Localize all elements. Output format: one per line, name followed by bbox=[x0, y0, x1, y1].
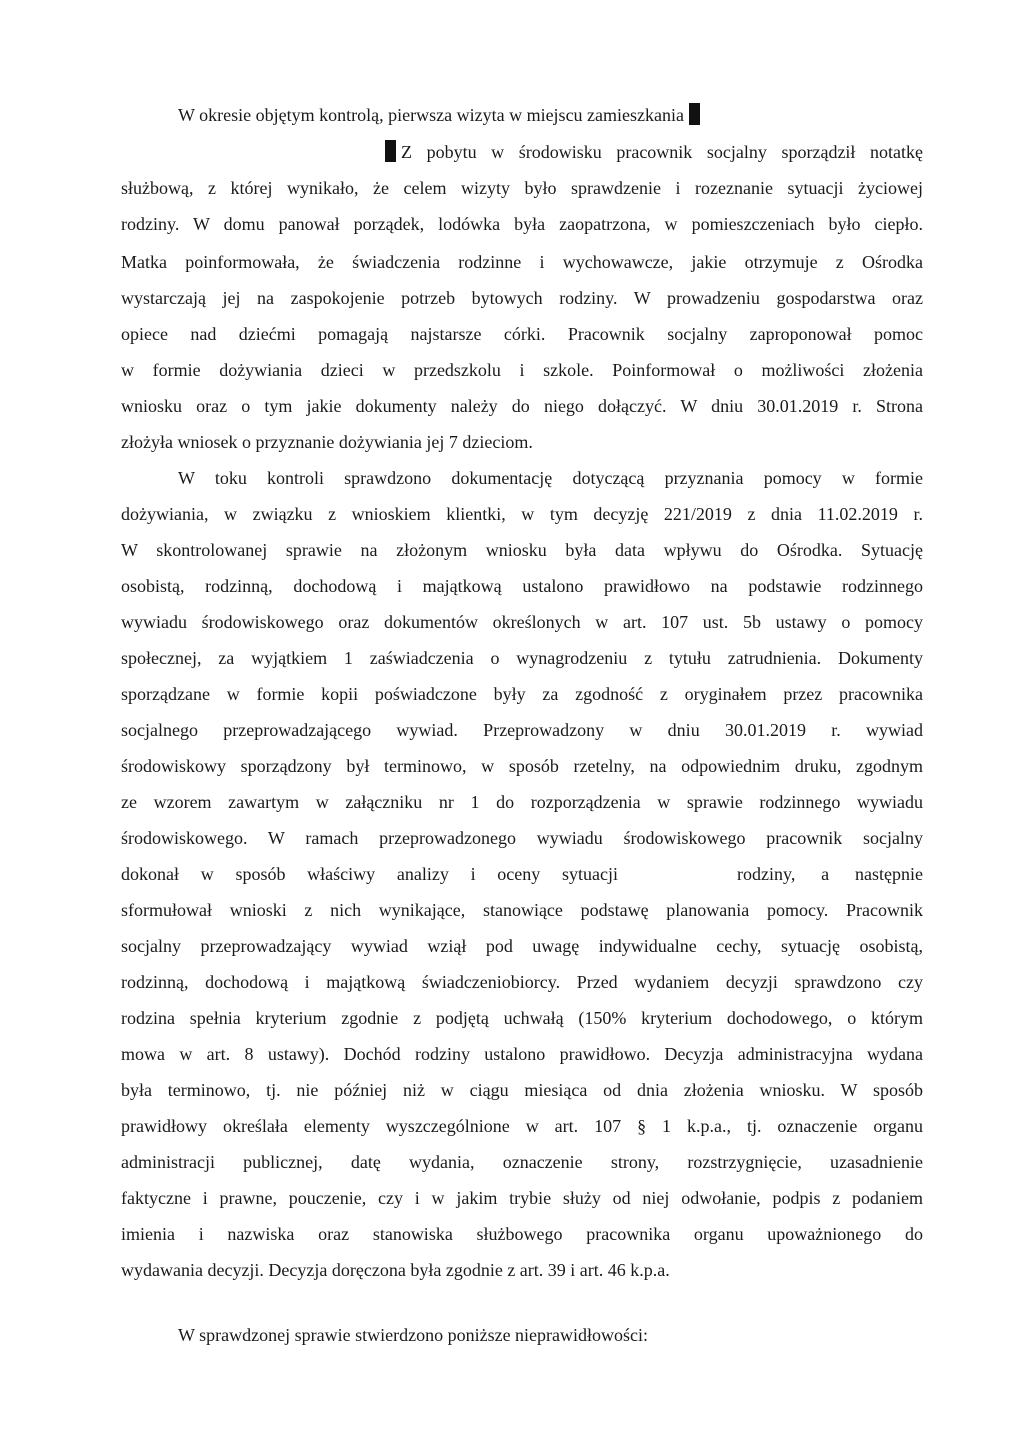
p1-line-1 bbox=[178, 103, 923, 127]
p2-line-21: faktyczne i prawne, pouczenie, czy i w jakim trybie służy od niej odwołanie, podpis z podaniem bbox=[121, 1188, 923, 1208]
redaction-block bbox=[689, 103, 700, 125]
p1-line-7: opiece nad dziećmi pomagają najstarsze córki. Pracownik socjalny zaproponował pomoc bbox=[121, 324, 923, 344]
p2-line-8: socjalnego przeprowadzającego wywiad. Przeprowadzony w dniu 30.01.2019 r. wywiad bbox=[121, 720, 923, 740]
closing-statement: W sprawdzonej sprawie stwierdzono poniższe nieprawidłowości: bbox=[178, 1325, 649, 1345]
p2-line-18: była terminowo, tj. nie później niż w ciągu miesiąca od dnia złożenia wniosku. W sposób bbox=[121, 1080, 923, 1100]
p1-line-6: wystarczają jej na zaspokojenie potrzeb bytowych rodziny. W prowadzeniu gospodarstwa oraz bbox=[121, 288, 923, 308]
p2-line-7: sporządzane w formie kopii poświadczone były za zgodność z oryginałem przez pracownika bbox=[121, 684, 923, 704]
p1-line-8: w formie dożywiania dzieci w przedszkolu i szkole. Poinformował o możliwości złożenia bbox=[121, 360, 923, 380]
p2-line-12-right: rodziny, a następnie bbox=[737, 864, 923, 884]
p1-line-3: służbową, z której wynikało, że celem wizyty było sprawdzenie i rozeznanie sytuacji życiowej bbox=[121, 178, 923, 198]
p2-line-9: środowiskowy sporządzony był terminowo, w sposób rzetelny, na odpowiednim druku, zgodnym bbox=[121, 756, 923, 776]
p1-line-5: Matka poinformowała, że świadczenia rodzinne i wychowawcze, jakie otrzymuje z Ośrodka bbox=[121, 252, 923, 272]
p2-line-12-left: dokonał w sposób właściwy analizy i oceny sytuacji bbox=[121, 864, 618, 884]
p2-line-15: rodzinną, dochodową i majątkową świadczeniobiorcy. Przed wydaniem decyzji sprawdzono czy bbox=[121, 972, 923, 992]
p2-line-10: ze wzorem zawartym w załączniku nr 1 do rozporządzenia w sprawie rodzinnego wywiadu bbox=[121, 792, 923, 812]
p2-line-14: socjalny przeprowadzający wywiad wziął pod uwagę indywidualne cechy, sytuację osobistą, bbox=[121, 936, 923, 956]
p1-line-9: wniosku oraz o tym jakie dokumenty należy do niego dołączyć. W dniu 30.01.2019 r. Strona bbox=[121, 396, 923, 416]
p2-line-17: mowa w art. 8 ustawy). Dochód rodziny ustalono prawidłowo. Decyzja administracyjna wydana bbox=[121, 1044, 923, 1064]
p2-line-23: wydawania decyzji. Decyzja doręczona była zgodnie z art. 39 i art. 46 k.p.a. bbox=[121, 1260, 670, 1280]
p2-line-13: sformułował wnioski z nich wynikające, stanowiące podstawę planowania pomocy. Pracownik bbox=[121, 900, 923, 920]
p2-line-5: wywiadu środowiskowego oraz dokumentów określonych w art. 107 ust. 5b ustawy o pomocy bbox=[121, 612, 923, 632]
redaction-block bbox=[385, 140, 396, 162]
p2-line-11: środowiskowego. W ramach przeprowadzonego wywiadu środowiskowego pracownik socjalny bbox=[121, 828, 923, 848]
p1-line-10: złożyła wniosek o przyznanie dożywiania jej 7 dzieciom. bbox=[121, 432, 533, 452]
p2-line-16: rodzina spełnia kryterium zgodnie z podjętą uchwałą (150% kryterium dochodowego, o którym bbox=[121, 1008, 923, 1028]
p2-line-2: dożywiania, w związku z wnioskiem klientki, w tym decyzję 221/2019 z dnia 11.02.2019 r. bbox=[121, 504, 923, 524]
p1-line-2-text: Z pobytu w środowisku pracownik socjalny sporządził notatkę bbox=[401, 142, 923, 162]
p2-line-3: W skontrolowanej sprawie na złożonym wniosku była data wpływu do Ośrodka. Sytuację bbox=[121, 540, 923, 560]
p1-line-4: rodziny. W domu panował porządek, lodówka była zaopatrzona, w pomieszczeniach było ciepło. bbox=[121, 214, 923, 234]
p2-line-20: administracji publicznej, datę wydania, oznaczenie strony, rozstrzygnięcie, uzasadnienie bbox=[121, 1152, 923, 1172]
p2-line-1: W toku kontroli sprawdzono dokumentację dotyczącą przyznania pomocy w formie bbox=[178, 468, 923, 488]
p2-line-19: prawidłowy określała elementy wyszczególnione w art. 107 § 1 k.p.a., tj. oznaczenie organu bbox=[121, 1116, 923, 1136]
p2-line-6: społecznej, za wyjątkiem 1 zaświadczenia o wynagrodzeniu z tytułu zatrudnienia. Dokumenty bbox=[121, 648, 923, 668]
p2-line-4: osobistą, rodzinną, dochodową i majątkową ustalono prawidłowo na podstawie rodzinnego bbox=[121, 576, 923, 596]
p2-line-22: imienia i nazwiska oraz stanowiska służbowego pracownika organu upoważnionego do bbox=[121, 1224, 923, 1244]
p1-line-1-text: W okresie objętym kontrolą, pierwsza wizyta w miejscu zamieszkania bbox=[178, 105, 684, 125]
